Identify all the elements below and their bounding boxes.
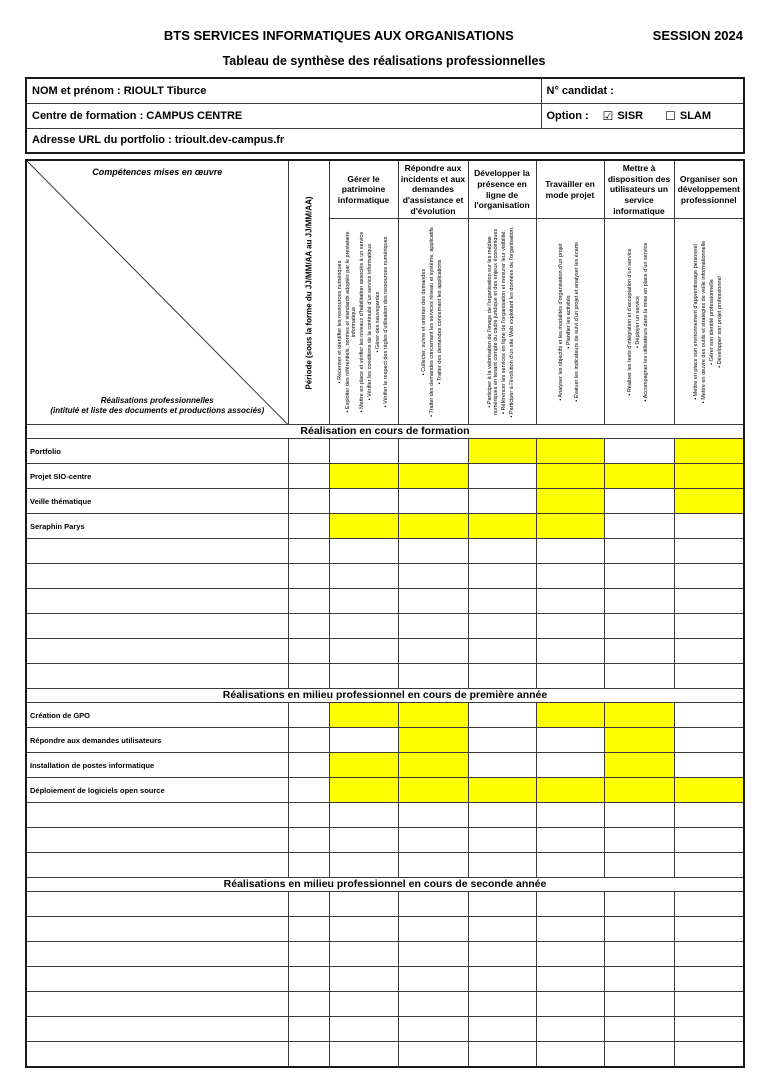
realisation-label-cell xyxy=(26,614,288,639)
competency-mark-cell xyxy=(536,942,604,967)
competency-mark-cell xyxy=(329,917,398,942)
periode-value-cell xyxy=(288,942,329,967)
competency-mark-cell-highlighted xyxy=(329,703,398,728)
competency-mark-cell xyxy=(468,539,536,564)
table-row xyxy=(26,778,744,803)
synthesis-table xyxy=(25,159,745,1068)
realisation-label-cell xyxy=(26,589,288,614)
competency-mark-cell xyxy=(604,639,674,664)
table-row xyxy=(26,589,744,614)
periode-value-cell xyxy=(288,728,329,753)
competency-mark-cell xyxy=(329,992,398,1017)
periode-value-cell xyxy=(288,917,329,942)
competency-mark-cell xyxy=(329,942,398,967)
competency-mark-cell xyxy=(468,564,536,589)
periode-value-cell xyxy=(288,828,329,853)
competency-mark-cell xyxy=(468,853,536,878)
competency-mark-cell xyxy=(468,703,536,728)
competency-bullet: • Traiter des demandes concernant les applications xyxy=(436,259,443,384)
competency-mark-cell-highlighted xyxy=(329,753,398,778)
table-row xyxy=(26,703,744,728)
column-title-mettre-disposition: Mettre à disposition des utilisateurs un service informatique xyxy=(604,160,674,219)
competency-mark-cell xyxy=(329,614,398,639)
competency-mark-cell-highlighted xyxy=(536,489,604,514)
option-label: Option : xyxy=(546,109,589,122)
periode-value-cell xyxy=(288,753,329,778)
competency-bullet: • Référencer les services en ligne de l'organisation et mesurer leur visibilité. xyxy=(501,229,508,414)
slam-label: SLAM xyxy=(679,109,712,122)
portfolio-url-cell xyxy=(26,128,744,153)
competency-mark-cell xyxy=(329,803,398,828)
competency-bullet: • Réaliser les tests d'intégration et d'acceptation d'un service xyxy=(627,248,634,396)
table-row xyxy=(26,539,744,564)
competency-mark-cell xyxy=(329,539,398,564)
bullets-travailler-projet xyxy=(536,219,604,425)
competency-mark-cell xyxy=(398,439,468,464)
competency-mark-cell xyxy=(536,614,604,639)
table-row xyxy=(26,514,744,539)
competency-mark-cell xyxy=(468,992,536,1017)
option-sisr[interactable] xyxy=(603,109,643,123)
competency-mark-cell-highlighted xyxy=(604,728,674,753)
competency-mark-cell xyxy=(604,1042,674,1067)
periode-header-label: Période (sous la forme du JJ/MM/AA au JJ/MM/AA) xyxy=(304,196,313,390)
competency-mark-cell xyxy=(329,828,398,853)
competency-mark-cell xyxy=(674,803,744,828)
competency-mark-cell xyxy=(674,664,744,689)
competency-mark-cell xyxy=(468,589,536,614)
periode-header-cell xyxy=(288,160,329,425)
competency-bullet: • Exploiter des référentiels, normes et standards adoptés par le prestataire informatique xyxy=(344,231,357,413)
competency-mark-cell xyxy=(674,753,744,778)
name-cell xyxy=(26,78,541,103)
competency-mark-cell xyxy=(398,803,468,828)
competency-mark-cell xyxy=(674,514,744,539)
competency-bullet: • Collecter, suivre et orienter des demandes xyxy=(421,268,428,375)
competency-mark-cell-highlighted xyxy=(604,753,674,778)
realisations-header-label: Réalisations professionnelles (intitulé et liste des documents et productions associés) xyxy=(50,395,265,416)
competency-mark-cell xyxy=(398,564,468,589)
periode-value-cell xyxy=(288,703,329,728)
competency-mark-cell xyxy=(468,803,536,828)
competency-mark-cell xyxy=(329,439,398,464)
realisation-label-cell: Veille thématique xyxy=(26,489,288,514)
competency-mark-cell xyxy=(468,892,536,917)
competency-mark-cell-highlighted xyxy=(674,489,744,514)
competency-mark-cell xyxy=(604,564,674,589)
option-slam[interactable] xyxy=(665,109,711,123)
competency-mark-cell-highlighted xyxy=(536,464,604,489)
competency-mark-cell xyxy=(536,639,604,664)
periode-value-cell xyxy=(288,1042,329,1067)
realisation-label-cell: Portfolio xyxy=(26,439,288,464)
periode-value-cell xyxy=(288,992,329,1017)
realisation-label-cell xyxy=(26,967,288,992)
competency-mark-cell xyxy=(536,828,604,853)
competency-mark-cell xyxy=(468,753,536,778)
column-title-gerer-patrimoine: Gérer le patrimoine informatique xyxy=(329,160,398,219)
competency-mark-cell-highlighted xyxy=(536,514,604,539)
competency-mark-cell xyxy=(398,828,468,853)
table-row xyxy=(26,828,744,853)
realisation-label-cell xyxy=(26,1042,288,1067)
competency-mark-cell-highlighted xyxy=(674,439,744,464)
table-row xyxy=(26,853,744,878)
realisation-label-cell: Répondre aux demandes utilisateurs xyxy=(26,728,288,753)
training-center-value: CAMPUS CENTRE xyxy=(146,109,243,122)
table-row xyxy=(26,803,744,828)
competency-mark-cell-highlighted xyxy=(468,439,536,464)
table-row xyxy=(26,464,744,489)
info-row-portfolio xyxy=(26,128,744,153)
realisation-label-cell xyxy=(26,664,288,689)
periode-value-cell xyxy=(288,489,329,514)
document-title: BTS SERVICES INFORMATIQUES AUX ORGANISATIONS xyxy=(163,28,514,43)
competency-mark-cell xyxy=(674,589,744,614)
table-row xyxy=(26,489,744,514)
competency-mark-cell-highlighted xyxy=(674,464,744,489)
competency-mark-cell xyxy=(398,1042,468,1067)
candidate-info-table xyxy=(25,77,745,154)
periode-value-cell xyxy=(288,892,329,917)
bullets-repondre-incidents xyxy=(398,219,468,425)
sisr-label: SISR xyxy=(617,109,644,122)
table-row xyxy=(26,942,744,967)
competency-bullet: • Développer son projet professionnel xyxy=(716,275,723,368)
diagonal-header-cell xyxy=(26,160,288,425)
competency-mark-cell xyxy=(674,614,744,639)
periode-value-cell xyxy=(288,967,329,992)
realisation-label-cell xyxy=(26,917,288,942)
periode-value-cell xyxy=(288,778,329,803)
competency-bullet: • Recenser et identifier les ressources numériques xyxy=(336,260,343,383)
periode-value-cell xyxy=(288,803,329,828)
competency-mark-cell xyxy=(329,639,398,664)
competency-mark-cell-highlighted xyxy=(398,514,468,539)
bullets-organiser-developpement xyxy=(674,219,744,425)
competency-mark-cell xyxy=(398,1017,468,1042)
competency-mark-cell xyxy=(674,703,744,728)
competency-mark-cell xyxy=(674,917,744,942)
competency-mark-cell xyxy=(604,853,674,878)
competency-mark-cell xyxy=(536,728,604,753)
table-row xyxy=(26,664,744,689)
competency-mark-cell xyxy=(604,942,674,967)
competency-mark-cell-highlighted xyxy=(536,703,604,728)
competency-mark-cell xyxy=(398,539,468,564)
competency-mark-cell xyxy=(398,614,468,639)
table-row xyxy=(26,728,744,753)
realisation-label-cell xyxy=(26,564,288,589)
competency-mark-cell xyxy=(329,853,398,878)
periode-value-cell xyxy=(288,664,329,689)
competency-bullet: • Mettre en place et vérifier les niveaux d'habilitation associés à un service xyxy=(358,231,365,412)
session-label: SESSION 2024 xyxy=(652,28,743,43)
competency-mark-cell xyxy=(329,489,398,514)
table-row xyxy=(26,639,744,664)
competency-mark-cell xyxy=(536,1017,604,1042)
column-title-travailler-projet: Travailler en mode projet xyxy=(536,160,604,219)
competency-mark-cell xyxy=(604,967,674,992)
competency-mark-cell xyxy=(674,728,744,753)
competency-mark-cell-highlighted xyxy=(398,753,468,778)
periode-value-cell xyxy=(288,439,329,464)
section-title: Réalisations en milieu professionnel en cours de seconde année xyxy=(26,878,744,892)
competency-mark-cell xyxy=(398,639,468,664)
competency-mark-cell-highlighted xyxy=(536,778,604,803)
competency-bullet: • Participer à l'évolution d'un site Web exploitant les données de l'organisation. xyxy=(509,226,516,418)
column-title-developper-presence: Développer la présence en ligne de l'organisation xyxy=(468,160,536,219)
realisation-label-cell: Création de GPO xyxy=(26,703,288,728)
competency-bullet: • Participer à la valorisation de l'image de l'organisation sur les médias numériques en tenant compte du cadre juridique et des enjeux économiques xyxy=(486,228,500,415)
competency-mark-cell xyxy=(674,639,744,664)
competency-mark-cell xyxy=(329,728,398,753)
table-row xyxy=(26,967,744,992)
training-center-cell xyxy=(26,103,541,128)
competency-bullet: • Vérifier le respect des règles d'utilisation des ressources numériques xyxy=(382,236,389,408)
competency-mark-cell-highlighted xyxy=(398,778,468,803)
competency-mark-cell-highlighted xyxy=(604,703,674,728)
competency-bullet: • Analyser les objectifs et les modalités d'organisation d'un projet xyxy=(558,243,565,401)
competency-mark-cell xyxy=(674,892,744,917)
competency-mark-cell-highlighted xyxy=(674,778,744,803)
competency-mark-cell xyxy=(536,803,604,828)
document-header xyxy=(25,28,743,43)
competency-mark-cell xyxy=(329,664,398,689)
competency-mark-cell-highlighted xyxy=(604,778,674,803)
competency-mark-cell-highlighted xyxy=(604,464,674,489)
competency-mark-cell xyxy=(468,464,536,489)
table-row xyxy=(26,992,744,1017)
column-title-organiser-developpement: Organiser son développement professionnel xyxy=(674,160,744,219)
portfolio-url-label: Adresse URL du portfolio : xyxy=(32,134,172,147)
realisation-label-cell xyxy=(26,892,288,917)
competences-header-label: Compétences mises en œuvre xyxy=(92,167,223,177)
competency-mark-cell xyxy=(398,967,468,992)
table-row xyxy=(26,753,744,778)
competency-mark-cell xyxy=(604,539,674,564)
table-row xyxy=(26,439,744,464)
competency-mark-cell-highlighted xyxy=(329,464,398,489)
competency-mark-cell xyxy=(536,564,604,589)
competency-mark-cell-highlighted xyxy=(329,778,398,803)
competency-mark-cell xyxy=(329,1017,398,1042)
periode-value-cell xyxy=(288,639,329,664)
candidate-number-cell xyxy=(541,78,744,103)
competency-mark-cell xyxy=(604,489,674,514)
competency-mark-cell xyxy=(468,1017,536,1042)
portfolio-url-value: trioult.dev-campus.fr xyxy=(174,134,285,147)
competency-mark-cell xyxy=(536,967,604,992)
section-title: Réalisation en cours de formation xyxy=(26,425,744,439)
periode-value-cell xyxy=(288,564,329,589)
competency-mark-cell xyxy=(398,942,468,967)
competency-mark-cell xyxy=(536,1042,604,1067)
competency-mark-cell xyxy=(398,992,468,1017)
competency-mark-cell xyxy=(536,589,604,614)
info-row-name xyxy=(26,78,744,103)
competency-bullet: • Mettre en place son environnement d'apprentissage personnel xyxy=(692,243,699,400)
competency-mark-cell xyxy=(468,614,536,639)
training-center-label: Centre de formation : xyxy=(32,109,144,122)
bullets-developper-presence xyxy=(468,219,536,425)
competency-mark-cell xyxy=(604,614,674,639)
competency-mark-cell xyxy=(536,753,604,778)
table-row xyxy=(26,917,744,942)
realisation-label-cell: Installation de postes informatique xyxy=(26,753,288,778)
competency-mark-cell xyxy=(536,853,604,878)
competency-mark-cell xyxy=(674,942,744,967)
competency-mark-cell xyxy=(329,892,398,917)
realisation-label-cell xyxy=(26,1017,288,1042)
competency-mark-cell xyxy=(468,728,536,753)
competency-mark-cell xyxy=(398,892,468,917)
competency-mark-cell-highlighted xyxy=(329,514,398,539)
competency-mark-cell xyxy=(398,853,468,878)
section-header-row xyxy=(26,689,744,703)
competency-mark-cell xyxy=(398,489,468,514)
section-title: Réalisations en milieu professionnel en cours de première année xyxy=(26,689,744,703)
competency-mark-cell-highlighted xyxy=(468,514,536,539)
competency-mark-cell xyxy=(468,917,536,942)
competency-mark-cell xyxy=(329,1042,398,1067)
realisation-label-cell: Déploiement de logiciels open source xyxy=(26,778,288,803)
realisation-label-cell: Projet SIO-centre xyxy=(26,464,288,489)
competency-mark-cell xyxy=(329,967,398,992)
name-label: NOM et prénom : xyxy=(32,84,121,97)
competency-mark-cell xyxy=(398,664,468,689)
table-row xyxy=(26,564,744,589)
realisation-label-cell xyxy=(26,942,288,967)
competency-bullet: • Vérifier les conditions de la continuité d'un service informatique xyxy=(366,243,373,401)
competency-mark-cell xyxy=(468,942,536,967)
realisation-label-cell xyxy=(26,992,288,1017)
competency-mark-cell xyxy=(604,439,674,464)
bullets-mettre-disposition xyxy=(604,219,674,425)
competency-mark-cell xyxy=(674,1042,744,1067)
periode-value-cell xyxy=(288,589,329,614)
competency-bullet: • Accompagner les utilisateurs dans la mise en place d'un service xyxy=(642,242,649,402)
competency-bullet: • Mettre en œuvre des outils et stratégies de veille informationnelle xyxy=(700,240,707,403)
realisation-label-cell xyxy=(26,639,288,664)
competency-mark-cell xyxy=(674,853,744,878)
realisation-label-cell: Seraphin Parys xyxy=(26,514,288,539)
realisation-label-cell xyxy=(26,803,288,828)
competency-mark-cell-highlighted xyxy=(468,778,536,803)
competency-mark-cell xyxy=(604,589,674,614)
periode-value-cell xyxy=(288,1017,329,1042)
realisation-label-cell xyxy=(26,539,288,564)
competency-mark-cell xyxy=(674,967,744,992)
competency-mark-cell xyxy=(398,589,468,614)
competency-mark-cell xyxy=(329,589,398,614)
periode-value-cell xyxy=(288,853,329,878)
competency-mark-cell xyxy=(468,489,536,514)
periode-value-cell xyxy=(288,514,329,539)
competency-mark-cell xyxy=(674,564,744,589)
competency-mark-cell xyxy=(468,828,536,853)
competency-bullet: • Évaluer les indicateurs de suivi d'un projet et analyser les écarts xyxy=(573,241,580,402)
competency-bullet: • Traiter des demandes concernant les services réseau et système, applicatifs xyxy=(429,226,436,417)
competency-mark-cell xyxy=(468,967,536,992)
competency-mark-cell-highlighted xyxy=(398,464,468,489)
periode-value-cell xyxy=(288,614,329,639)
document-subtitle: Tableau de synthèse des réalisations professionnelles xyxy=(222,54,546,68)
competency-mark-cell xyxy=(604,892,674,917)
realisation-label-cell xyxy=(26,828,288,853)
column-title-repondre-incidents: Répondre aux incidents et aux demandes d'assistance et d'évolution xyxy=(398,160,468,219)
competency-mark-cell xyxy=(329,564,398,589)
slam-checkbox-unchecked-icon[interactable]: ☐ xyxy=(665,108,676,123)
candidate-number-label: N° candidat : xyxy=(546,84,614,97)
table-row xyxy=(26,614,744,639)
competency-mark-cell xyxy=(674,1017,744,1042)
periode-value-cell xyxy=(288,464,329,489)
competency-bullet: • Déployer un service xyxy=(635,295,642,348)
competency-mark-cell-highlighted xyxy=(536,439,604,464)
competency-bullet: • Gérer son identité professionnelle xyxy=(708,278,715,365)
table-row xyxy=(26,1017,744,1042)
competency-mark-cell xyxy=(536,664,604,689)
section-header-row xyxy=(26,878,744,892)
competency-mark-cell xyxy=(398,917,468,942)
competency-mark-cell-highlighted xyxy=(398,728,468,753)
competency-mark-cell xyxy=(674,539,744,564)
competency-mark-cell xyxy=(536,917,604,942)
competency-mark-cell xyxy=(468,664,536,689)
competency-mark-cell xyxy=(604,514,674,539)
info-row-center xyxy=(26,103,744,128)
periode-value-cell xyxy=(288,539,329,564)
competency-mark-cell xyxy=(536,539,604,564)
competency-mark-cell xyxy=(674,828,744,853)
table-row xyxy=(26,892,744,917)
realisation-label-cell xyxy=(26,853,288,878)
competency-mark-cell xyxy=(674,992,744,1017)
table-row xyxy=(26,1042,744,1067)
column-titles-row xyxy=(26,160,744,219)
competency-bullet: • Gérer des sauvegardes xyxy=(374,291,381,353)
diagonal-line xyxy=(27,161,288,424)
competency-mark-cell xyxy=(604,1017,674,1042)
competency-mark-cell xyxy=(604,828,674,853)
competency-mark-cell xyxy=(468,1042,536,1067)
competency-mark-cell xyxy=(536,992,604,1017)
competency-mark-cell xyxy=(604,917,674,942)
competency-mark-cell-highlighted xyxy=(398,703,468,728)
competency-mark-cell xyxy=(536,892,604,917)
competency-bullet: • Planifier les activités xyxy=(566,294,573,349)
bullets-gerer-patrimoine xyxy=(329,219,398,425)
option-cell xyxy=(541,103,744,128)
competency-mark-cell xyxy=(604,664,674,689)
competency-mark-cell xyxy=(604,992,674,1017)
name-value: RIOULT Tiburce xyxy=(123,84,207,97)
competency-mark-cell xyxy=(604,803,674,828)
section-header-row xyxy=(26,425,744,439)
sisr-checkbox-checked-icon[interactable]: ☑ xyxy=(602,108,614,123)
competency-mark-cell xyxy=(468,639,536,664)
